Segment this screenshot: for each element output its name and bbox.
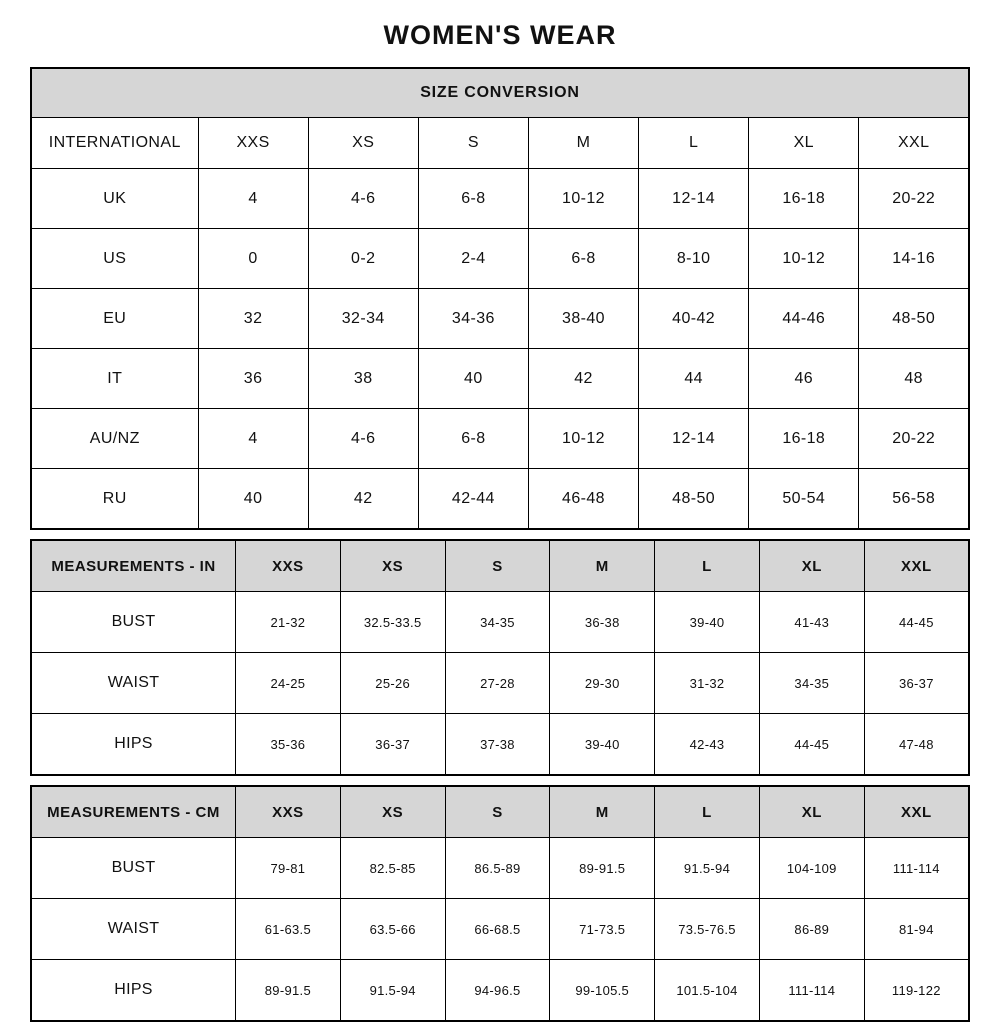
table-row (31, 289, 969, 349)
cell: 44 (639, 349, 749, 409)
row-label: EU (31, 289, 198, 349)
cell: 41-43 (759, 592, 864, 653)
cell: 91.5-94 (655, 838, 760, 899)
cell: 36-37 (864, 653, 969, 714)
table-row (31, 229, 969, 289)
cell: 37-38 (445, 714, 550, 776)
cell: 44-45 (864, 592, 969, 653)
column-header-row (31, 786, 969, 838)
cell: 40 (198, 469, 308, 530)
cell: 21-32 (236, 592, 341, 653)
cell: 16-18 (749, 409, 859, 469)
cell: 32.5-33.5 (340, 592, 445, 653)
column-header: S (445, 786, 550, 838)
column-header: XS (340, 786, 445, 838)
row-label: HIPS (31, 714, 236, 776)
cell: 42 (528, 349, 638, 409)
cell: 73.5-76.5 (655, 899, 760, 960)
cell: 8-10 (639, 229, 749, 289)
cell: 46 (749, 349, 859, 409)
cell: 34-35 (759, 653, 864, 714)
column-header: S (445, 540, 550, 592)
column-header-row (31, 118, 969, 169)
cell: 31-32 (655, 653, 760, 714)
cell: 86.5-89 (445, 838, 550, 899)
table-title: SIZE CONVERSION (31, 68, 969, 118)
cell: 119-122 (864, 960, 969, 1022)
column-header-row (31, 540, 969, 592)
table-row (31, 349, 969, 409)
size-conversion-table (30, 67, 970, 530)
cell: 36-37 (340, 714, 445, 776)
column-header: L (655, 786, 760, 838)
cell: 42-43 (655, 714, 760, 776)
row-label: BUST (31, 838, 236, 899)
column-header: XXL (864, 540, 969, 592)
cell: 36 (198, 349, 308, 409)
cell: 40-42 (639, 289, 749, 349)
table-row (31, 409, 969, 469)
column-header: L (639, 118, 749, 169)
column-header: INTERNATIONAL (31, 118, 198, 169)
cell: 66-68.5 (445, 899, 550, 960)
cell: 39-40 (655, 592, 760, 653)
cell: 81-94 (864, 899, 969, 960)
row-label: HIPS (31, 960, 236, 1022)
cell: 36-38 (550, 592, 655, 653)
cell: 24-25 (236, 653, 341, 714)
cell: 86-89 (759, 899, 864, 960)
cell: 101.5-104 (655, 960, 760, 1022)
cell: 50-54 (749, 469, 859, 530)
table-row (31, 469, 969, 530)
column-header: XS (308, 118, 418, 169)
column-header: M (528, 118, 638, 169)
cell: 79-81 (236, 838, 341, 899)
column-header: XXS (198, 118, 308, 169)
page-title: WOMEN'S WEAR (383, 20, 617, 50)
cell: 14-16 (859, 229, 969, 289)
cell: 48 (859, 349, 969, 409)
column-header: XXS (236, 786, 341, 838)
cell: 34-35 (445, 592, 550, 653)
column-header: XL (749, 118, 859, 169)
cell: 25-26 (340, 653, 445, 714)
cell: 20-22 (859, 169, 969, 229)
column-header: S (418, 118, 528, 169)
cell: 82.5-85 (340, 838, 445, 899)
cell: 34-36 (418, 289, 528, 349)
column-header: XL (759, 786, 864, 838)
cell: 10-12 (528, 409, 638, 469)
table-title: MEASUREMENTS - IN (31, 540, 236, 592)
cell: 40 (418, 349, 528, 409)
table-row (31, 960, 969, 1022)
column-header: XXS (236, 540, 341, 592)
column-header: XS (340, 540, 445, 592)
row-label: UK (31, 169, 198, 229)
table-row (31, 714, 969, 776)
cell: 99-105.5 (550, 960, 655, 1022)
cell: 38-40 (528, 289, 638, 349)
row-label: BUST (31, 592, 236, 653)
cell: 38 (308, 349, 418, 409)
table-title-row (31, 68, 969, 118)
cell: 89-91.5 (550, 838, 655, 899)
cell: 48-50 (639, 469, 749, 530)
cell: 94-96.5 (445, 960, 550, 1022)
table-row (31, 592, 969, 653)
cell: 20-22 (859, 409, 969, 469)
cell: 71-73.5 (550, 899, 655, 960)
cell: 4-6 (308, 169, 418, 229)
cell: 35-36 (236, 714, 341, 776)
cell: 42-44 (418, 469, 528, 530)
cell: 42 (308, 469, 418, 530)
table-row (31, 838, 969, 899)
cell: 48-50 (859, 289, 969, 349)
column-header: XL (759, 540, 864, 592)
measurements-in-table (30, 539, 970, 776)
cell: 32 (198, 289, 308, 349)
column-header: XXL (864, 786, 969, 838)
cell: 104-109 (759, 838, 864, 899)
cell: 89-91.5 (236, 960, 341, 1022)
cell: 6-8 (418, 169, 528, 229)
cell: 12-14 (639, 169, 749, 229)
cell: 32-34 (308, 289, 418, 349)
row-label: WAIST (31, 653, 236, 714)
cell: 47-48 (864, 714, 969, 776)
column-header: L (655, 540, 760, 592)
row-label: IT (31, 349, 198, 409)
column-header: XXL (859, 118, 969, 169)
cell: 27-28 (445, 653, 550, 714)
cell: 4 (198, 409, 308, 469)
cell: 44-46 (749, 289, 859, 349)
cell: 44-45 (759, 714, 864, 776)
cell: 16-18 (749, 169, 859, 229)
cell: 39-40 (550, 714, 655, 776)
table-row (31, 653, 969, 714)
cell: 6-8 (528, 229, 638, 289)
cell: 12-14 (639, 409, 749, 469)
cell: 0-2 (308, 229, 418, 289)
cell: 4 (198, 169, 308, 229)
cell: 2-4 (418, 229, 528, 289)
cell: 29-30 (550, 653, 655, 714)
row-label: AU/NZ (31, 409, 198, 469)
cell: 10-12 (528, 169, 638, 229)
table-row (31, 899, 969, 960)
table-row (31, 169, 969, 229)
column-header: M (550, 786, 655, 838)
cell: 111-114 (759, 960, 864, 1022)
column-header: M (550, 540, 655, 592)
cell: 111-114 (864, 838, 969, 899)
measurements-cm-table (30, 785, 970, 1022)
row-label: WAIST (31, 899, 236, 960)
cell: 0 (198, 229, 308, 289)
cell: 91.5-94 (340, 960, 445, 1022)
row-label: US (31, 229, 198, 289)
cell: 61-63.5 (236, 899, 341, 960)
cell: 56-58 (859, 469, 969, 530)
table-title: MEASUREMENTS - CM (31, 786, 236, 838)
cell: 4-6 (308, 409, 418, 469)
cell: 6-8 (418, 409, 528, 469)
cell: 63.5-66 (340, 899, 445, 960)
row-label: RU (31, 469, 198, 530)
cell: 46-48 (528, 469, 638, 530)
cell: 10-12 (749, 229, 859, 289)
